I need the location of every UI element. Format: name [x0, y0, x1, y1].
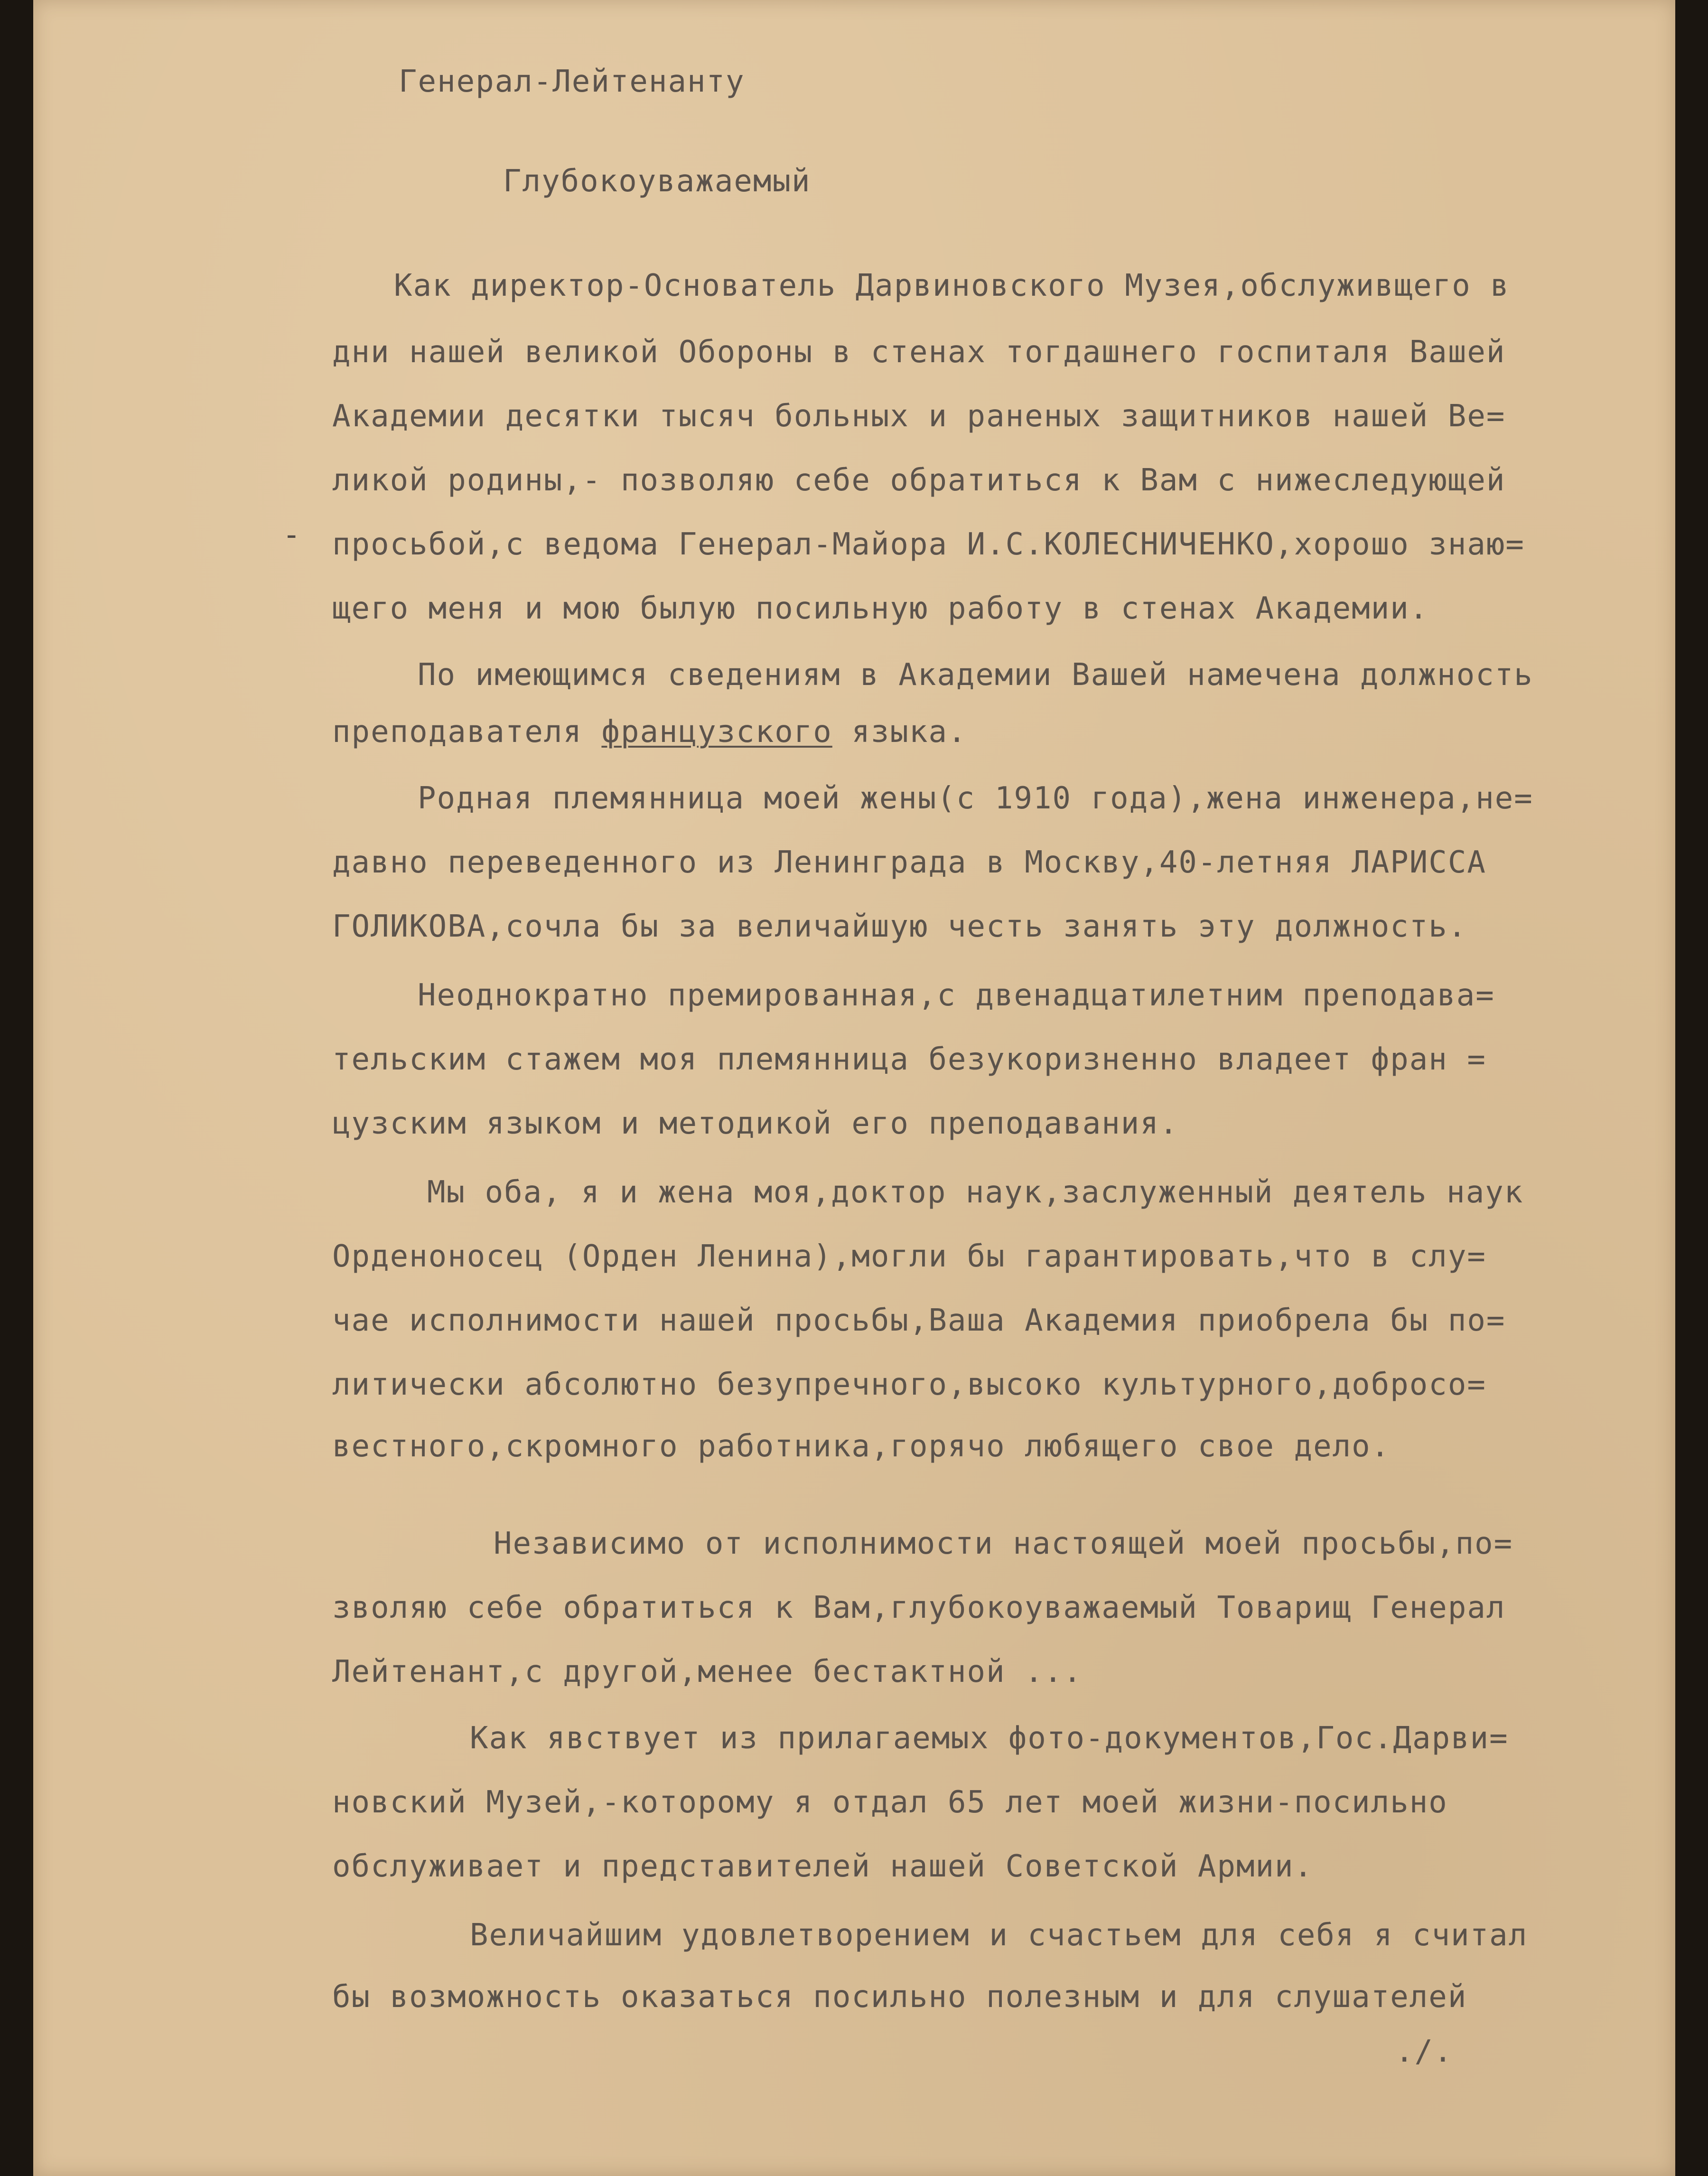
- paragraph-5-line-5: вестного,скромного работника,горячо любящего свое дело.: [332, 1429, 1391, 1464]
- paragraph-7-line-1: Как явствует из прилагаемых фото-документов,Гос.Дарви=: [470, 1721, 1509, 1756]
- paragraph-1-line-5: просьбой,с ведома Генерал-Майора И.С.КОЛЕСНИЧЕНКО,хорошо знаю=: [332, 527, 1525, 562]
- paragraph-5-line-2: Орденоносец (Орден Ленина),могли бы гарантировать,что в слу=: [332, 1239, 1486, 1274]
- paragraph-5-line-3: чае исполнимости нашей просьбы,Ваша Академия приобрела бы по=: [332, 1303, 1506, 1338]
- paragraph-1-line-3: Академии десятки тысяч больных и раненых защитников нашей Ве=: [332, 399, 1506, 434]
- paragraph-5-line-1: Мы оба, я и жена моя,доктор наук,заслуженный деятель наук: [427, 1175, 1524, 1210]
- paragraph-2-line-2-text: преподавателя: [332, 714, 582, 750]
- paragraph-7-line-3: обслуживает и представителей нашей Советской Армии.: [332, 1849, 1314, 1884]
- margin-dash-mark: -: [282, 517, 301, 553]
- addressee: Генерал-Лейтенанту: [399, 64, 745, 99]
- paragraph-3-line-3: ГОЛИКОВА,сочла бы за величайшую честь занять эту должность.: [332, 909, 1467, 944]
- paragraph-1-line-2: дни нашей великой Обороны в стенах тогдашнего госпиталя Вашей: [332, 335, 1506, 370]
- continuation-mark: ./.: [1395, 2034, 1453, 2069]
- paragraph-4-line-1: Неоднократно премированная,с двенадцатилетним преподава=: [418, 978, 1495, 1013]
- salutation: Глубокоуважаемый: [503, 164, 811, 199]
- paragraph-1-line-1: Как директор-Основатель Дарвиновского Музея,обслуживщего в: [394, 268, 1510, 303]
- paragraph-4-line-2: тельским стажем моя племянница безукоризненно владеет фран =: [332, 1042, 1486, 1077]
- letter-page: [33, 0, 1675, 2176]
- paragraph-7-line-2: новский Музей,-которому я отдал 65 лет моей жизни-посильно: [332, 1785, 1448, 1820]
- paragraph-4-line-3: цузским языком и методикой его преподавания.: [332, 1106, 1179, 1141]
- paragraph-6-line-1: Независимо от исполнимости настоящей моей просьбы,по=: [494, 1526, 1513, 1561]
- underlined-word: французского: [601, 714, 832, 750]
- paragraph-5-line-4: литически абсолютно безупречного,высоко культурного,добросо=: [332, 1367, 1486, 1402]
- paragraph-2-line-2: [332, 714, 967, 750]
- paragraph-6-line-2: зволяю себе обратиться к Вам,глубокоуважаемый Товарищ Генерал: [332, 1590, 1506, 1625]
- paragraph-2-line-2-end: языка.: [832, 714, 967, 750]
- paragraph-6-line-3: Лейтенант,с другой,менее бестактной ...: [332, 1654, 1083, 1689]
- paragraph-2-line-1: По имеющимся сведениям в Академии Вашей намечена должность: [418, 657, 1533, 693]
- paragraph-8-line-1: Величайшим удовлетворением и счастьем для себя я считал: [470, 1918, 1528, 1953]
- paragraph-3-line-1: Родная племянница моей жены(с 1910 года),жена инженера,не=: [418, 781, 1533, 816]
- paragraph-8-line-2: бы возможность оказаться посильно полезным и для слушателей: [332, 1979, 1467, 2015]
- paragraph-1-line-6: щего меня и мою былую посильную работу в стенах Академии.: [332, 591, 1429, 626]
- paragraph-1-line-4: ликой родины,- позволяю себе обратиться к Вам с нижеследующей: [332, 463, 1506, 498]
- paragraph-3-line-2: давно переведенного из Ленинграда в Москву,40-летняя ЛАРИССА: [332, 845, 1486, 880]
